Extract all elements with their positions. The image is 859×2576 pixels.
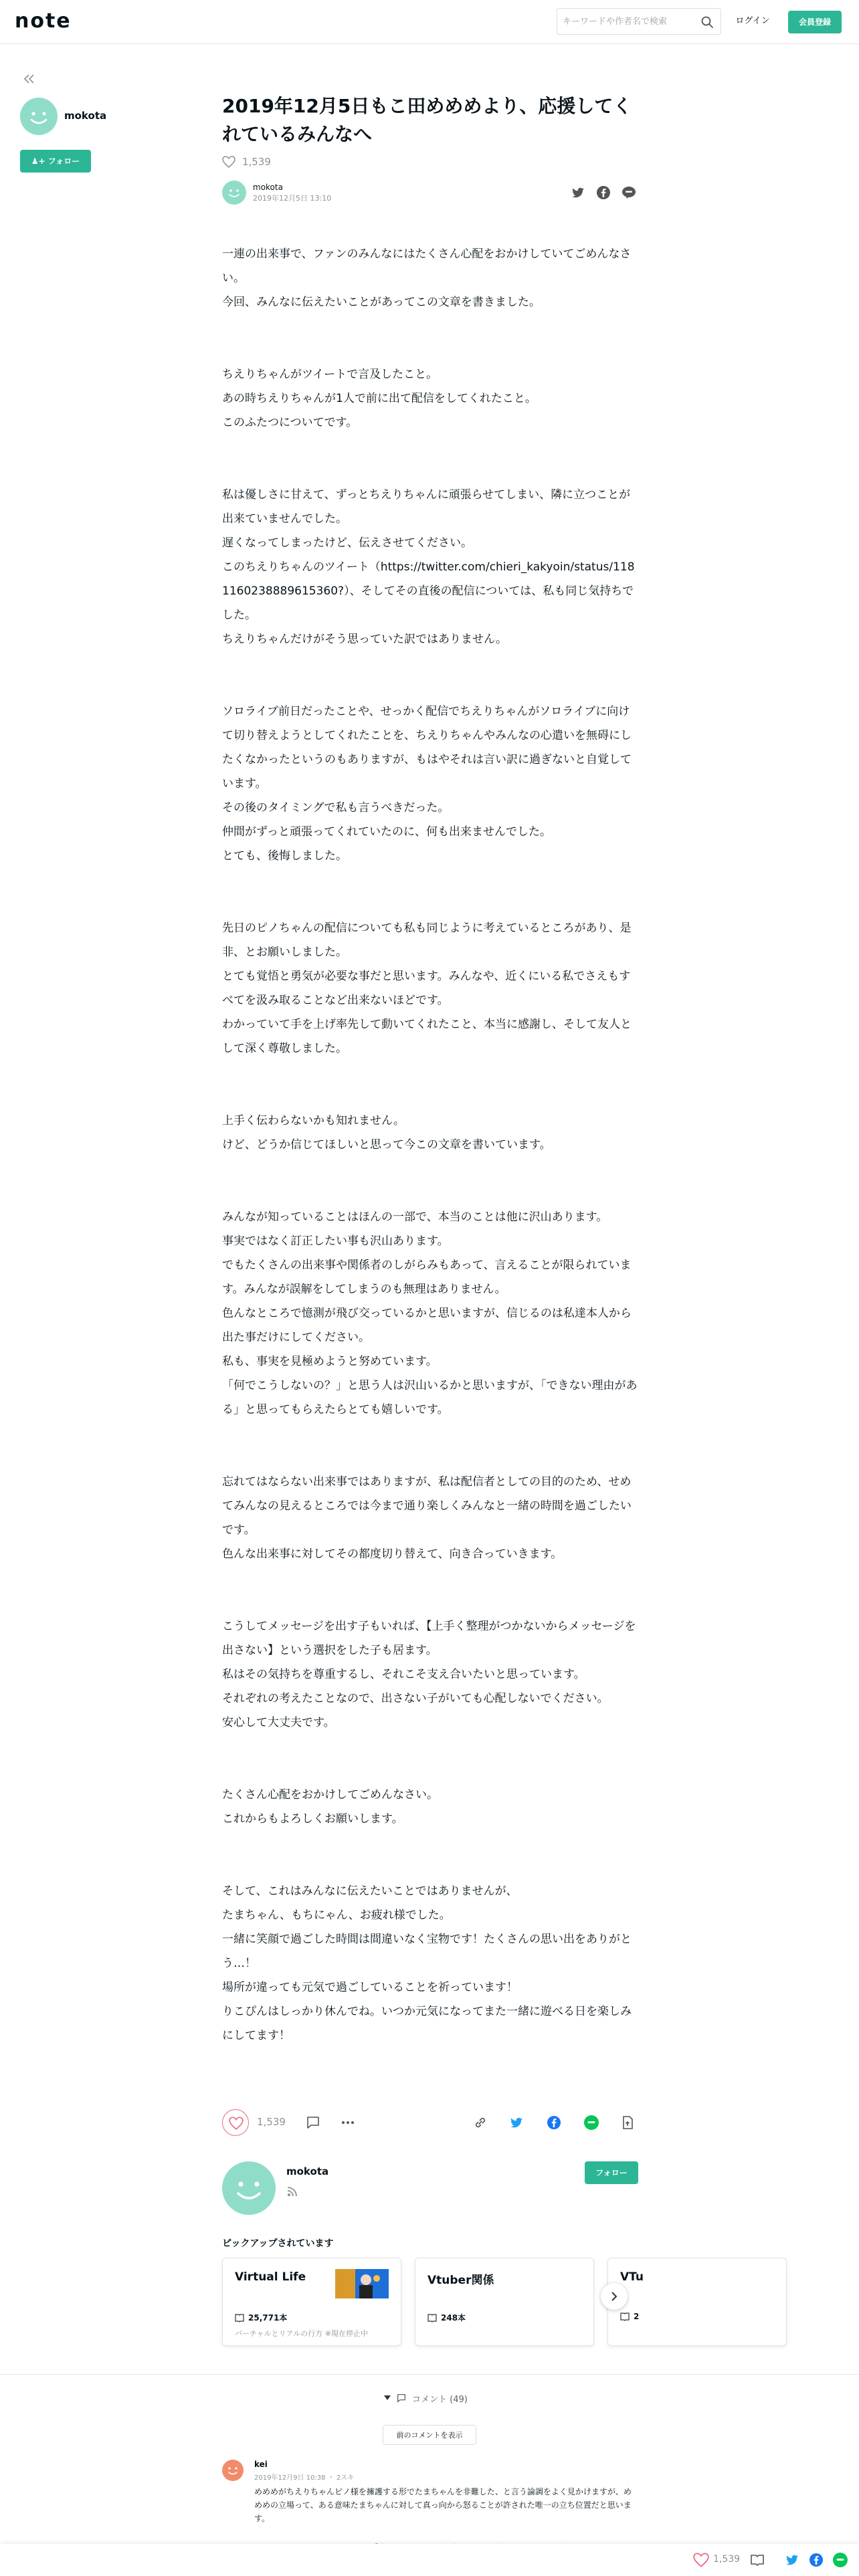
- article-line: 今回、みんなに伝えたいことがあってこの文章を書きました。: [222, 296, 541, 309]
- link-icon[interactable]: [472, 2115, 488, 2131]
- article-line: このふたつについてです。: [222, 416, 358, 429]
- article-line: そして、これはみんなに伝えたいことではありませんが、: [222, 1885, 518, 1898]
- commenter-avatar[interactable]: [222, 2460, 244, 2481]
- heart-icon[interactable]: [222, 156, 235, 168]
- sticky-action-bar: [0, 2544, 859, 2576]
- article-line: その後のタイミングで私も言うべきだった。: [222, 801, 450, 815]
- note-logo[interactable]: note: [15, 9, 72, 33]
- double-chevron-left-icon[interactable]: [23, 72, 36, 86]
- article-paragraph: [222, 1205, 638, 1422]
- caret-down-icon: [384, 2395, 391, 2401]
- article-line: けど、どうか信じてほしいと思って今この文章を書いています。: [222, 1138, 551, 1152]
- article-line: とても覚悟と勇気が必要な事だと思います。みんなや、近くにいる私でさえもすべてを汲み取ることなど出来ないほどです。: [222, 970, 631, 1007]
- twitter-share-icon[interactable]: [784, 2552, 800, 2568]
- magazine-add-icon[interactable]: [749, 2552, 765, 2568]
- article-paragraph: [222, 1614, 638, 1735]
- article-line: 色んなところで憶測が飛び交っているかと思いますが、信じるのは私達本人から出た事だけにしてください。: [222, 1307, 632, 1344]
- author-row: [222, 181, 637, 207]
- like-count-bottom: 1,539: [257, 2116, 286, 2128]
- article-line: 忘れてはならない出来事ではありますが、私は配信者としての目的のため、せめてみんなの見えるところでは今まで通り楽しくみんなと一緒の時間を過ごしたいです。: [222, 1475, 632, 1537]
- twitter-share-icon[interactable]: [508, 2115, 524, 2131]
- magazine-card[interactable]: [222, 2258, 401, 2346]
- profile-name[interactable]: mokota: [286, 2165, 329, 2177]
- avatar[interactable]: [20, 98, 58, 135]
- magazine-card[interactable]: [607, 2258, 787, 2346]
- article-paragraph: [222, 700, 638, 868]
- like-button[interactable]: [222, 2109, 249, 2136]
- line-share-icon[interactable]: [832, 2552, 848, 2568]
- facebook-share-icon[interactable]: [546, 2115, 562, 2131]
- chevron-right-icon: [609, 2291, 619, 2302]
- commenter-name[interactable]: kei: [254, 2460, 268, 2469]
- more-icon[interactable]: [340, 2115, 356, 2131]
- article-line: あの時ちえりちゃんが1人で前に出て配信をしてくれたこと。: [222, 392, 537, 405]
- article-line: それぞれの考えたことなので、出さない子がいても心配しないでください。: [222, 1692, 609, 1705]
- rss-icon[interactable]: [286, 2185, 298, 2197]
- article-line: とても、後悔しました。: [222, 849, 347, 863]
- article-line: ちえりちゃんがツイートで言及したこと。: [222, 368, 438, 381]
- line-share-icon[interactable]: [583, 2115, 599, 2131]
- facebook-share-icon[interactable]: [808, 2552, 824, 2568]
- article-line: ちえりちゃんだけがそう思っていた訳ではありません。: [222, 633, 508, 646]
- article-line: 先日のピノちゃんの配信についても私も同じように考えているところがあり、是非、とお願いしました。: [222, 922, 632, 959]
- author-name[interactable]: mokota: [253, 183, 283, 192]
- share-buttons-top: [570, 185, 637, 201]
- search-input[interactable]: [563, 14, 696, 29]
- search-box[interactable]: [557, 8, 721, 35]
- add-user-icon: ♟+: [31, 156, 45, 166]
- comment-meta: 2019年12月9日 10:38 ・ 2スキ: [254, 2474, 355, 2482]
- article-paragraph: [222, 1783, 638, 1831]
- section-divider: [0, 2374, 859, 2375]
- article-line: りこぴんはしっかり休んでね。いつか元気になってまた一緒に遊べる日を楽しみにしてます！: [222, 2005, 632, 2042]
- article-paragraph: [222, 362, 638, 435]
- profile-avatar[interactable]: [222, 2161, 276, 2215]
- global-header: [0, 0, 859, 44]
- article-line: 仲間がずっと頑張ってくれていたのに、何も出来ませんでした。: [222, 825, 551, 839]
- signup-button[interactable]: 会員登録: [788, 11, 842, 33]
- article-paragraph: [222, 483, 638, 651]
- article-paragraph: [222, 916, 638, 1061]
- comment-text: めめめがちえりちゃんピノ様を擁護する形でたまちゃんを非難した、と言う論調をよく見かけますが、めめめの立場って、ある意味たまちゃんに対して真っ向から怒ることが許された唯一の立ち位置だと思います。: [254, 2487, 632, 2523]
- article-line: わかっていて手を上げ率先して動いてくれたこと、本当に感謝し、そして友人として深く尊敬しました。: [222, 1018, 632, 1055]
- magazine-carousel: [222, 2256, 644, 2351]
- article-line: 私はその気持ちを尊重するし、それこそ支え合いたいと思っています。: [222, 1668, 585, 1681]
- magazine-title: Vtuber関係: [427, 2274, 494, 2287]
- magazine-count: 248本: [427, 2312, 466, 2323]
- article-line: 私は優しさに甘えて、ずっとちえりちゃんに頑張らせてしまい、隣に立つことが出来ていませんでした。: [222, 488, 631, 526]
- search-icon[interactable]: [700, 15, 714, 29]
- picked-up-label: ピックアップされています: [222, 2238, 334, 2249]
- magazine-count: 2: [620, 2312, 639, 2321]
- comment-icon[interactable]: [305, 2115, 321, 2131]
- twitter-icon[interactable]: [570, 185, 586, 201]
- book-icon: [620, 2312, 630, 2321]
- like-row: [222, 154, 271, 170]
- heart-icon[interactable]: [693, 2552, 709, 2568]
- magazine-card[interactable]: [415, 2258, 594, 2346]
- magazine-count: 25,771本: [235, 2312, 287, 2323]
- article-paragraph: [222, 1470, 638, 1566]
- facebook-icon[interactable]: [595, 185, 611, 201]
- article-line: 事実ではなく訂正したい事も沢山あります。: [222, 1235, 449, 1248]
- article-line: ソロライブ前日だったことや、せっかく配信でちえりちゃんがソロライブに向けて切り替えようとしてくれたことを、ちえりちゃんやみんなの心遣いを無碍にしたくなかったというのもありますが、もはやそれは言い訳に過ぎないと自覚しています。: [222, 705, 632, 790]
- comment-icon: [396, 2393, 407, 2403]
- article-line: 遅くなってしまったけど、伝えさせてください。: [222, 536, 472, 550]
- article-paragraph: [222, 1109, 638, 1157]
- carousel-next-button[interactable]: [601, 2283, 628, 2310]
- like-count: 1,539: [242, 156, 271, 168]
- article-line: たくさん心配をおかけしてごめんなさい。: [222, 1788, 438, 1802]
- article-line: こうしてメッセージを出す子もいれば、【上手く整理がつかないからメッセージを出さない】という選択をした子も居ます。: [222, 1620, 636, 1657]
- article-line: 一緒に笑顔で過ごした時間は間違いなく宝物です！たくさんの思い出をありがとう…！: [222, 1933, 632, 1970]
- author-avatar[interactable]: [222, 181, 246, 205]
- login-button[interactable]: ログイン: [735, 16, 770, 26]
- article-line: 場所が違っても元気で過ごしていることを祈っています！: [222, 1981, 518, 1994]
- magazine-title: VTu: [620, 2270, 644, 2284]
- embed-icon[interactable]: [619, 2115, 636, 2131]
- magazine-description: バーチャルとリアルの行方 ※現在停止中: [235, 2329, 368, 2338]
- book-icon: [235, 2313, 244, 2323]
- publish-date: 2019年12月5日 13:10: [253, 194, 332, 203]
- comments-toggle[interactable]: コメント (49): [384, 2389, 468, 2407]
- sidebar-follow-button[interactable]: [20, 150, 91, 173]
- article-line: 色んな出来事に対してその都度切り替えて、向き合っていきます。: [222, 1547, 563, 1561]
- article-line: でもたくさんの出来事や関係者のしがらみもあって、言えることが限られています。みんなが誤解をしてしまうのも無理はありません。: [222, 1259, 632, 1296]
- show-previous-comments-button[interactable]: 前のコメントを表示: [383, 2425, 476, 2445]
- article-line: 一連の出来事で、ファンのみんなにはたくさん心配をおかけしていてごめんなさい。: [222, 247, 632, 285]
- article-line: 私も、事実を見極めようと努めています。: [222, 1355, 438, 1368]
- sidebar-author-name[interactable]: mokota: [64, 110, 107, 122]
- line-icon[interactable]: [621, 185, 637, 201]
- sticky-like-count: 1,539: [713, 2554, 741, 2565]
- magazine-thumbnail: [335, 2269, 389, 2298]
- article-line: たまちゃん、もちにゃん、お疲れ様でした。: [222, 1909, 451, 1922]
- profile-follow-button[interactable]: フォロー: [585, 2161, 638, 2184]
- article-line: 「何でこうしないの？」と思う人は沢山いるかと思いますが、「できない理由がある」と思ってもらえたらとても嬉しいです。: [222, 1379, 638, 1416]
- article-title: 2019年12月5日もこ田めめめより、応援してくれているみんなへ: [222, 95, 632, 145]
- article-line: 安心して大丈夫です。: [222, 1716, 335, 1729]
- magazine-title: Virtual Life: [235, 2270, 306, 2284]
- article-action-bar: [222, 2108, 638, 2137]
- article-paragraph: [222, 1879, 638, 2048]
- article-line: 上手く伝わらないかも知れません。: [222, 1114, 405, 1128]
- article-line: これからもよろしくお願いします。: [222, 1812, 403, 1826]
- article-paragraph: [222, 242, 638, 314]
- article-body: [222, 242, 638, 2096]
- book-icon: [427, 2313, 437, 2323]
- article-line: このちえりちゃんのツイート（https://twitter.com/chieri_kakyoin/status/1181160238889615360?）、そしてその直後の配信については、私も同じ気持ちでした。: [222, 560, 635, 622]
- article-line: みんなが知っていることはほんの一部で、本当のことは他に沢山あります。: [222, 1210, 608, 1224]
- heart-icon: [229, 2117, 244, 2130]
- follow-label: フォロー: [47, 156, 80, 166]
